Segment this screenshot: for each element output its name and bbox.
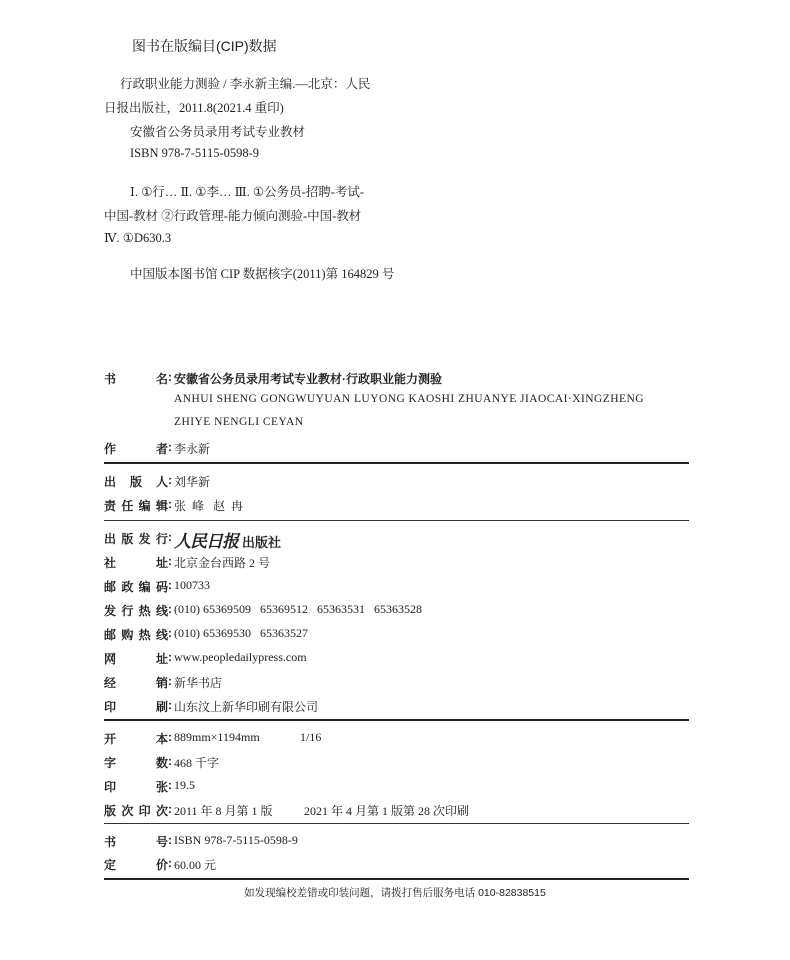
publisher-person-value: 刘华新 — [174, 475, 211, 489]
printer-label: 印刷 — [104, 700, 168, 714]
website-label: 网址 — [104, 652, 168, 666]
book-name-pinyin-2: ZHIYE NENGLI CEYAN — [174, 416, 304, 428]
publisher-logo-text: 人民日报 — [174, 532, 238, 552]
publisher-logo-suffix: 出版社 — [242, 535, 282, 550]
book-name-label: 书名 — [104, 372, 168, 386]
cip-heading: 图书在版编目(CIP)数据 — [132, 38, 277, 54]
editors-row: 责任编辑 : 张 峰 赵 冉 — [104, 497, 244, 513]
edition-value: 2011 年 8 月第 1 版 — [174, 804, 273, 818]
distributor-label: 经销 — [104, 676, 168, 690]
author-label: 作者 — [104, 442, 168, 456]
cip-line-3: 安徽省公务员录用考试专业教材 — [130, 125, 306, 139]
website-value[interactable]: www.peopledailypress.com — [174, 650, 307, 664]
book-name-pinyin-1: ANHUI SHENG GONGWUYUAN LUYONG KAOSHI ZHUANYE JIAOCAI·XINGZHENG — [174, 393, 644, 405]
isbn-row: 书号 : ISBN 978-7-5115-0598-9 — [104, 833, 298, 849]
mail-order-value: (010) 65369530 65363527 — [174, 626, 308, 640]
cip-line-7: Ⅳ. ①D630.3 — [104, 231, 172, 245]
sheets-value: 19.5 — [174, 778, 195, 792]
isbn-label: 书号 — [104, 835, 168, 849]
divider — [104, 520, 689, 521]
distributor-row: 经销 : 新华书店 — [104, 674, 223, 690]
postcode-value: 100733 — [174, 578, 210, 592]
address-value: 北京金台西路 2 号 — [174, 556, 271, 570]
format-value: 889mm×1194mm — [174, 730, 260, 744]
publisher-row: 出版发行 : 人民日报 出版社 — [104, 530, 694, 552]
address-row: 社址 : 北京金台西路 2 号 — [104, 554, 271, 570]
editors-value: 张 峰 赵 冉 — [174, 499, 244, 513]
edition-reprint: 2021 年 4 月第 1 版第 28 次印刷 — [304, 804, 470, 818]
format-fold: 1/16 — [300, 730, 322, 744]
postcode-row: 邮政编码 : 100733 — [104, 578, 210, 594]
divider — [104, 719, 689, 721]
book-name-row: 书名 : 安徽省公务员录用考试专业教材·行政职业能力测验 — [104, 370, 442, 386]
mail-order-row: 邮购热线 : (010) 65369530 65363527 — [104, 626, 308, 642]
distributor-value: 新华书店 — [174, 676, 223, 690]
mail-order-label: 邮购热线 — [104, 628, 168, 642]
after-sales-notice: 如发现编校差错或印装问题，请拨打售后服务电话 010-82838515 — [244, 887, 546, 899]
author-value: 李永新 — [174, 442, 211, 456]
editors-label: 责任编辑 — [104, 499, 168, 513]
edition-row: 版次印次 : 2011 年 8 月第 1 版 2021 年 4 月第 1 版第 28 次印刷 — [104, 802, 470, 818]
hotline-value: (010) 65369509 65369512 65363531 65363528 — [174, 602, 422, 616]
postcode-label: 邮政编码 — [104, 580, 168, 594]
cip-line-5: Ⅰ. ①行… Ⅱ. ①李… Ⅲ. ①公务员-招聘-考试- — [130, 185, 365, 199]
printer-value: 山东汶上新华印刷有限公司 — [174, 700, 319, 714]
book-name-value: 安徽省公务员录用考试专业教材·行政职业能力测验 — [174, 372, 442, 386]
price-label: 定价 — [104, 858, 168, 872]
publisher-person-label: 出版人 — [104, 475, 168, 489]
printer-row: 印刷 : 山东汶上新华印刷有限公司 — [104, 698, 319, 714]
edition-label: 版次印次 — [104, 804, 168, 818]
format-label: 开本 — [104, 732, 168, 746]
isbn-value: ISBN 978-7-5115-0598-9 — [174, 833, 298, 847]
word-count-value: 468 千字 — [174, 756, 220, 770]
word-count-label: 字数 — [104, 756, 168, 770]
cip-line-1: 行政职业能力测验 / 李永新主编.—北京：人民 — [120, 77, 371, 91]
author-row: 作者 : 李永新 — [104, 440, 211, 456]
address-label: 社址 — [104, 556, 168, 570]
divider — [104, 878, 689, 880]
cip-line-4: ISBN 978-7-5115-0598-9 — [130, 146, 260, 160]
word-count-row: 字数 : 468 千字 — [104, 754, 220, 770]
price-row: 定价 : 60.00 元 — [104, 856, 217, 872]
website-row: 网址 : www.peopledailypress.com — [104, 650, 307, 666]
sheets-row: 印张 : 19.5 — [104, 778, 195, 794]
price-value: 60.00 元 — [174, 858, 217, 872]
publisher-person-row: 出版人 : 刘华新 — [104, 473, 211, 489]
divider — [104, 823, 689, 824]
cip-line-6: 中国-教材 ②行政管理-能力倾向测验-中国-教材 — [104, 209, 362, 223]
publisher-label: 出版发行 — [104, 532, 168, 546]
divider — [104, 462, 689, 464]
hotline-row: 发行热线 : (010) 65369509 65369512 65363531 65363528 — [104, 602, 422, 618]
cip-line-8: 中国版本图书馆 CIP 数据核字(2011)第 164829 号 — [130, 267, 395, 281]
publisher-logo — [174, 527, 281, 552]
cip-line-2: 日报出版社，2011.8(2021.4 重印) — [104, 101, 284, 115]
sheets-label: 印张 — [104, 780, 168, 794]
hotline-label: 发行热线 — [104, 604, 168, 618]
format-row: 开本 : 889mm×1194mm 1/16 — [104, 730, 322, 746]
